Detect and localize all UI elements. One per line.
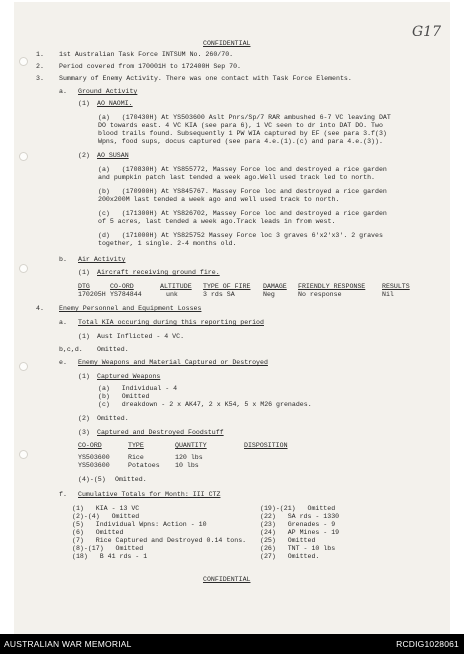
air-table-cell: YS784844	[110, 291, 142, 298]
air-activity-heading: Air Activity	[78, 256, 126, 263]
handwritten-reference: G17	[412, 24, 441, 40]
sub-number: (2)	[78, 415, 90, 422]
air-table-header: ALTITUDE	[160, 283, 192, 290]
body-line: Omitted.	[97, 346, 129, 353]
body-line: Aust Inflicted - 4 VC.	[97, 333, 185, 340]
cumulative-heading: Cumulative Totals for Month: III CTZ	[78, 491, 221, 498]
cumulative-item: (2)-(4) Omitted	[72, 513, 140, 520]
food-table-cell: YS503600	[78, 454, 110, 461]
cumulative-item: (22) SA rds - 1330	[260, 513, 340, 520]
punch-hole	[19, 450, 28, 459]
food-table-header: TYPE	[128, 442, 144, 449]
kia-heading: Total KIA occuring during this reporting period	[78, 319, 264, 326]
sub-number: (1)	[78, 269, 90, 276]
air-table-header: RESULTS	[382, 283, 410, 290]
section-number: 4.	[36, 305, 44, 312]
cumulative-item: (19)-(21) Omitted	[260, 505, 336, 512]
cumulative-item: (24) AP Mines - 19	[260, 529, 340, 536]
archive-name: AUSTRALIAN WAR MEMORIAL	[4, 639, 132, 649]
period-covered: Period covered from 170001H to 172400H Sep 70.	[59, 63, 242, 70]
cumulative-item: (7) Rice Captured and Destroyed 0.14 tons.	[72, 537, 247, 544]
sub-letter: b.	[59, 256, 67, 263]
punch-hole	[19, 152, 28, 161]
ao-susan-heading: AO SUSAN	[97, 152, 129, 159]
sub-letter: b,c,d.	[59, 346, 83, 353]
sub-number: (1)	[78, 100, 90, 107]
sub-number: (4)-(5)	[78, 476, 106, 483]
air-table-header: DAMAGE	[263, 283, 287, 290]
sub-letter: e.	[59, 359, 67, 366]
sub-letter: a.	[59, 88, 67, 95]
body-line: (a) (170430H) At YS503600 Aslt Pnrs/Sp/7 RAR ambushed 6-7 VC leaving DAT	[98, 114, 391, 121]
weapons-heading: Enemy Weapons and Material Captured or Destroyed	[78, 359, 268, 366]
body-line: (b) Omitted	[98, 393, 150, 400]
food-table-header: DISPOSITION	[244, 442, 288, 449]
cumulative-item: (25) Omitted	[260, 537, 316, 544]
cumulative-item: (27) Omitted.	[260, 553, 320, 560]
air-table-cell: 3 rds SA	[203, 291, 235, 298]
punch-hole	[19, 264, 28, 273]
body-line: and pumpkin patch last tended a week ago.Well used track led to north.	[98, 174, 375, 181]
body-line: (b) (170900H) At YS845767. Massey Force loc and destroyed a rice garden	[98, 188, 387, 195]
food-table-cell: Potatoes	[128, 462, 160, 469]
summary-heading: Summary of Enemy Activity. There was one contact with Task Force Elements.	[59, 75, 352, 82]
food-table-cell: YS503600	[78, 462, 110, 469]
body-line: together, 1 single. 2-4 months old.	[98, 240, 237, 247]
losses-heading: Enemy Personnel and Equipment Losses	[59, 305, 202, 312]
record-id: RCDIG1028061	[396, 639, 459, 649]
ao-naomi-heading: AO NAOMI.	[97, 100, 133, 107]
food-table-cell: 10 lbs	[175, 462, 199, 469]
cumulative-item: (23) Grenades - 9	[260, 521, 336, 528]
air-table-cell: 170205H	[78, 291, 106, 298]
sub-letter: f.	[59, 491, 67, 498]
cumulative-item: (26) TNT - 10 lbs	[260, 545, 336, 552]
section-number: 3.	[36, 75, 44, 82]
classification-footer: CONFIDENTIAL	[203, 576, 251, 583]
food-table-cell: Rice	[128, 454, 144, 461]
sub-number: (2)	[78, 152, 90, 159]
foodstuff-heading: Captured and Destroyed Foodstuff	[97, 429, 224, 436]
air-table-cell: No response	[298, 291, 342, 298]
archive-footer-bar	[0, 634, 464, 654]
ground-activity-heading: Ground Activity	[78, 88, 138, 95]
sub-number: (1)	[78, 373, 90, 380]
intsum-title: 1st Australian Task Force INTSUM No. 260/70.	[59, 51, 234, 58]
body-line: (c) dreakdown - 2 x AK47, 2 x K54, 5 x M26 grenades.	[98, 401, 312, 408]
section-number: 1.	[36, 51, 44, 58]
body-line: Omitted.	[115, 476, 147, 483]
body-line: 200x200M last tended a week ago and well used track to north.	[98, 196, 340, 203]
food-table-header: CO-ORD	[78, 442, 102, 449]
captured-weapons-heading: Captured Weapons	[97, 373, 161, 380]
air-table-cell: unk	[166, 291, 178, 298]
food-table-cell: 120 lbs	[175, 454, 203, 461]
body-line: (d) (171000H) At YS825752 Massey Force loc 3 graves 6'x2'x3'. 2 graves	[98, 232, 383, 239]
air-table-header: CO-ORD	[110, 283, 134, 290]
sub-number: (3)	[78, 429, 90, 436]
body-line: Wpns, food sups, docus captured (see para 4.e.(1).(c) and para 4.e.(3)).	[98, 138, 383, 145]
punch-hole	[19, 362, 28, 371]
punch-hole	[19, 57, 28, 66]
sub-number: (1)	[78, 333, 90, 340]
sub-letter: a.	[59, 319, 67, 326]
classification-header: CONFIDENTIAL	[203, 40, 251, 47]
section-number: 2.	[36, 63, 44, 70]
aircraft-fire-heading: Aircraft receiving ground fire.	[97, 269, 220, 276]
air-table-header: FRIENDLY RESPONSE	[298, 283, 366, 290]
body-line: (a) (170830H) At YS855772, Massey Force loc and destroyed a rice garden	[98, 166, 387, 173]
cumulative-item: (1) KIA - 13 VC	[72, 505, 140, 512]
body-line: (c) (171300H) At YS826702, Massey Force loc and destroyed a rice garden	[98, 210, 387, 217]
body-line: of 5 acres, last tended a week ago.Track leads in from west.	[98, 218, 336, 225]
body-line: DO towards east. 4 VC KIA (see para 6), 1 VC seen to dr into DAT DO. Two	[98, 122, 383, 129]
air-table-header: DTG	[78, 283, 90, 290]
air-table-header: TYPE OF FIRE	[203, 283, 251, 290]
cumulative-item: (18) B 41 rds - 1	[72, 553, 148, 560]
body-line: (a) Individual - 4	[98, 385, 178, 392]
air-table-cell: Neg	[263, 291, 275, 298]
cumulative-item: (8)-(17) Omitted	[72, 545, 144, 552]
body-line: blood trails found. Subsequently 1 PW WIA captured by EF (see para 3.f(3)	[98, 130, 387, 137]
food-table-header: QUANTITY	[175, 442, 207, 449]
cumulative-item: (5) Individual Wpns: Action - 10	[72, 521, 207, 528]
body-line: Omitted.	[97, 415, 129, 422]
air-table-cell: Nil	[382, 291, 394, 298]
cumulative-item: (6) Omitted	[72, 529, 124, 536]
